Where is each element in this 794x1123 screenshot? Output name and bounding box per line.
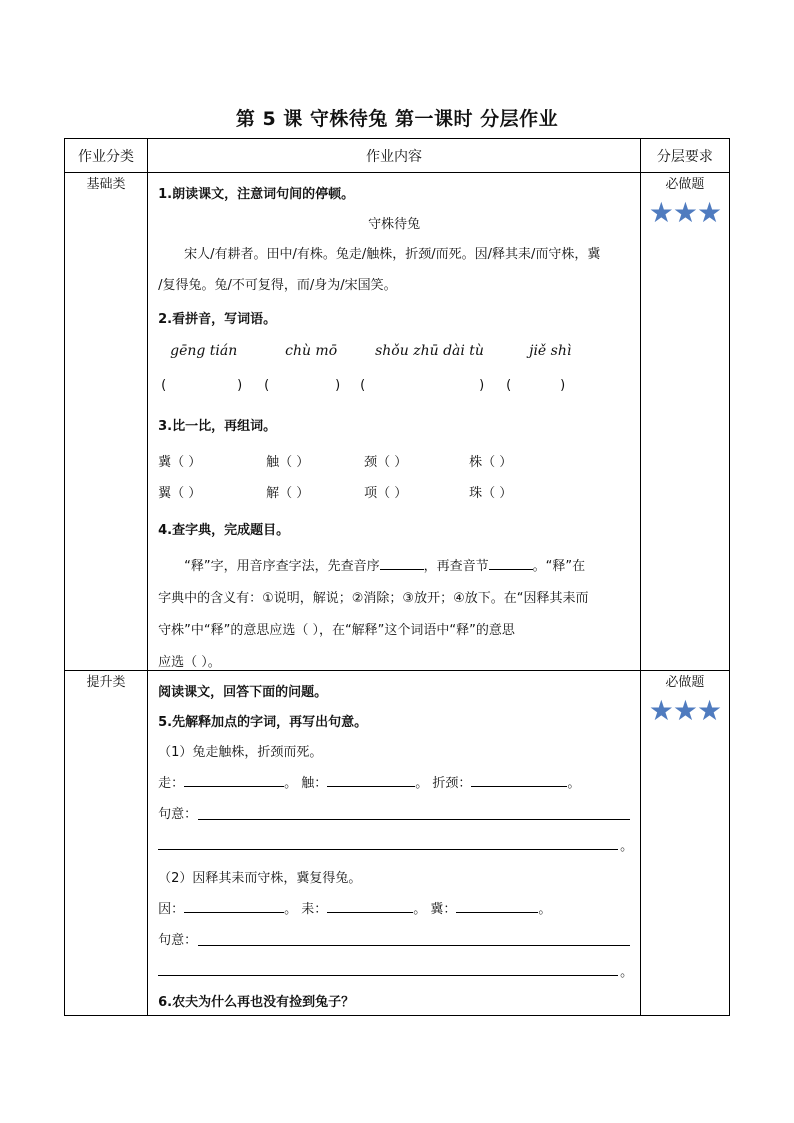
q3-title: 3.比一比，再组词。	[158, 419, 277, 434]
q4-line-4: 应选（ ）。	[158, 655, 221, 670]
compare-1-1: 冀（ ）	[158, 455, 202, 470]
q1-title: 1.朗读课文，注意词句间的停顿。	[158, 187, 355, 202]
compare-2-1: 翼（ ）	[158, 486, 202, 501]
q4-line-3: 守株”中“释”的意思应选（ ），在“解释”这个词语中“释”的意思	[158, 623, 515, 638]
bracket-open-2: (	[264, 378, 270, 393]
s2-meaning-line[interactable]	[198, 945, 630, 946]
pinyin-2: chù mō	[285, 343, 338, 359]
sentence-2: （2）因释其耒而守株，冀复得兔。	[158, 871, 362, 886]
bracket-open-3: (	[360, 378, 366, 393]
blank-syllable[interactable]	[489, 557, 533, 570]
header-category: 作业分类	[65, 139, 148, 173]
category-advanced: 提升类	[65, 671, 148, 1016]
compare-2-3: 项（ ）	[364, 486, 408, 501]
advanced-content	[148, 671, 641, 1016]
q2-title: 2.看拼音，写词语。	[158, 312, 277, 327]
sentence-1: （1）兔走触株，折颈而死。	[158, 745, 323, 760]
pinyin-3: shǒu zhū dài tù	[375, 343, 484, 359]
q5-title: 5.先解释加点的字词，再写出句意。	[158, 715, 368, 730]
bracket-open-4: (	[506, 378, 512, 393]
bracket-close-2: )	[335, 378, 341, 393]
pinyin-4: jiě shì	[529, 343, 572, 359]
compare-1-2: 触（ ）	[266, 455, 310, 470]
header-content: 作业内容	[148, 139, 641, 173]
s2-meaning-label: 句意：	[158, 933, 198, 948]
q4-line-2: 字典中的含义有：①说明，解说；②消除；③放开；④放下。在“因释其耒而	[158, 591, 589, 606]
blank-lei[interactable]	[327, 900, 413, 913]
blank-yin[interactable]	[184, 900, 284, 913]
category-basic: 基础类	[65, 173, 148, 671]
s1-period: 。	[620, 839, 634, 854]
compare-2-4: 珠（ ）	[469, 486, 513, 501]
blank-initial[interactable]	[380, 557, 424, 570]
table-header-row	[65, 139, 730, 173]
required-label: 必做题	[665, 177, 705, 192]
basic-content	[148, 173, 641, 671]
q4-title: 4.查字典，完成题目。	[158, 523, 290, 538]
bracket-close-3: )	[479, 378, 485, 393]
q6-title: 6.农夫为什么再也没有捡到兔子？	[158, 995, 355, 1010]
header-requirement: 分层要求	[640, 139, 729, 173]
s1-meaning-line-2[interactable]	[158, 849, 618, 850]
blank-zhejing[interactable]	[471, 774, 567, 787]
compare-1-3: 颈（ ）	[364, 455, 408, 470]
blank-ji[interactable]	[456, 900, 538, 913]
requirement-basic	[640, 173, 729, 671]
s1-meaning-label: 句意：	[158, 807, 198, 822]
bracket-close-4: )	[560, 378, 566, 393]
page-title: 第 5 课 守株待兔 第一课时 分层作业	[235, 108, 559, 130]
basic-row	[65, 173, 730, 671]
blank-zou[interactable]	[184, 774, 284, 787]
requirement-advanced	[640, 671, 729, 1016]
bracket-open-1: (	[161, 378, 167, 393]
poem-line-1: 宋人/有耕者。田中/有株。兔走/触株，折颈/而死。因/释其耒/而守株，冀	[184, 247, 601, 262]
reading-intro: 阅读课文，回答下面的问题。	[158, 685, 328, 700]
star-rating-icon: ★★★	[648, 196, 722, 229]
s2-words: 因： 。 耒： 。 冀： 。	[158, 902, 552, 917]
bracket-close-1: )	[237, 378, 243, 393]
advanced-row	[65, 671, 730, 1016]
compare-2-2: 解（ ）	[266, 486, 310, 501]
compare-1-4: 株（ ）	[469, 455, 513, 470]
s2-meaning-line-2[interactable]	[158, 975, 618, 976]
s1-meaning-line[interactable]	[198, 819, 630, 820]
pinyin-1: gēng tián	[170, 343, 238, 359]
poem-title: 守株待兔	[368, 217, 421, 232]
homework-table	[64, 138, 730, 1016]
s2-period: 。	[620, 965, 634, 980]
q4-line-1: “释”字，用音序查字法，先查音序 ，再查音节 。“释”在	[184, 559, 586, 574]
s1-words: 走： 。 触： 。 折颈： 。	[158, 776, 581, 791]
required-label: 必做题	[665, 675, 705, 690]
blank-chu[interactable]	[327, 774, 415, 787]
poem-line-2: /复得兔。兔/不可复得，而/身为/宋国笑。	[158, 278, 397, 293]
star-rating-icon: ★★★	[648, 694, 722, 727]
